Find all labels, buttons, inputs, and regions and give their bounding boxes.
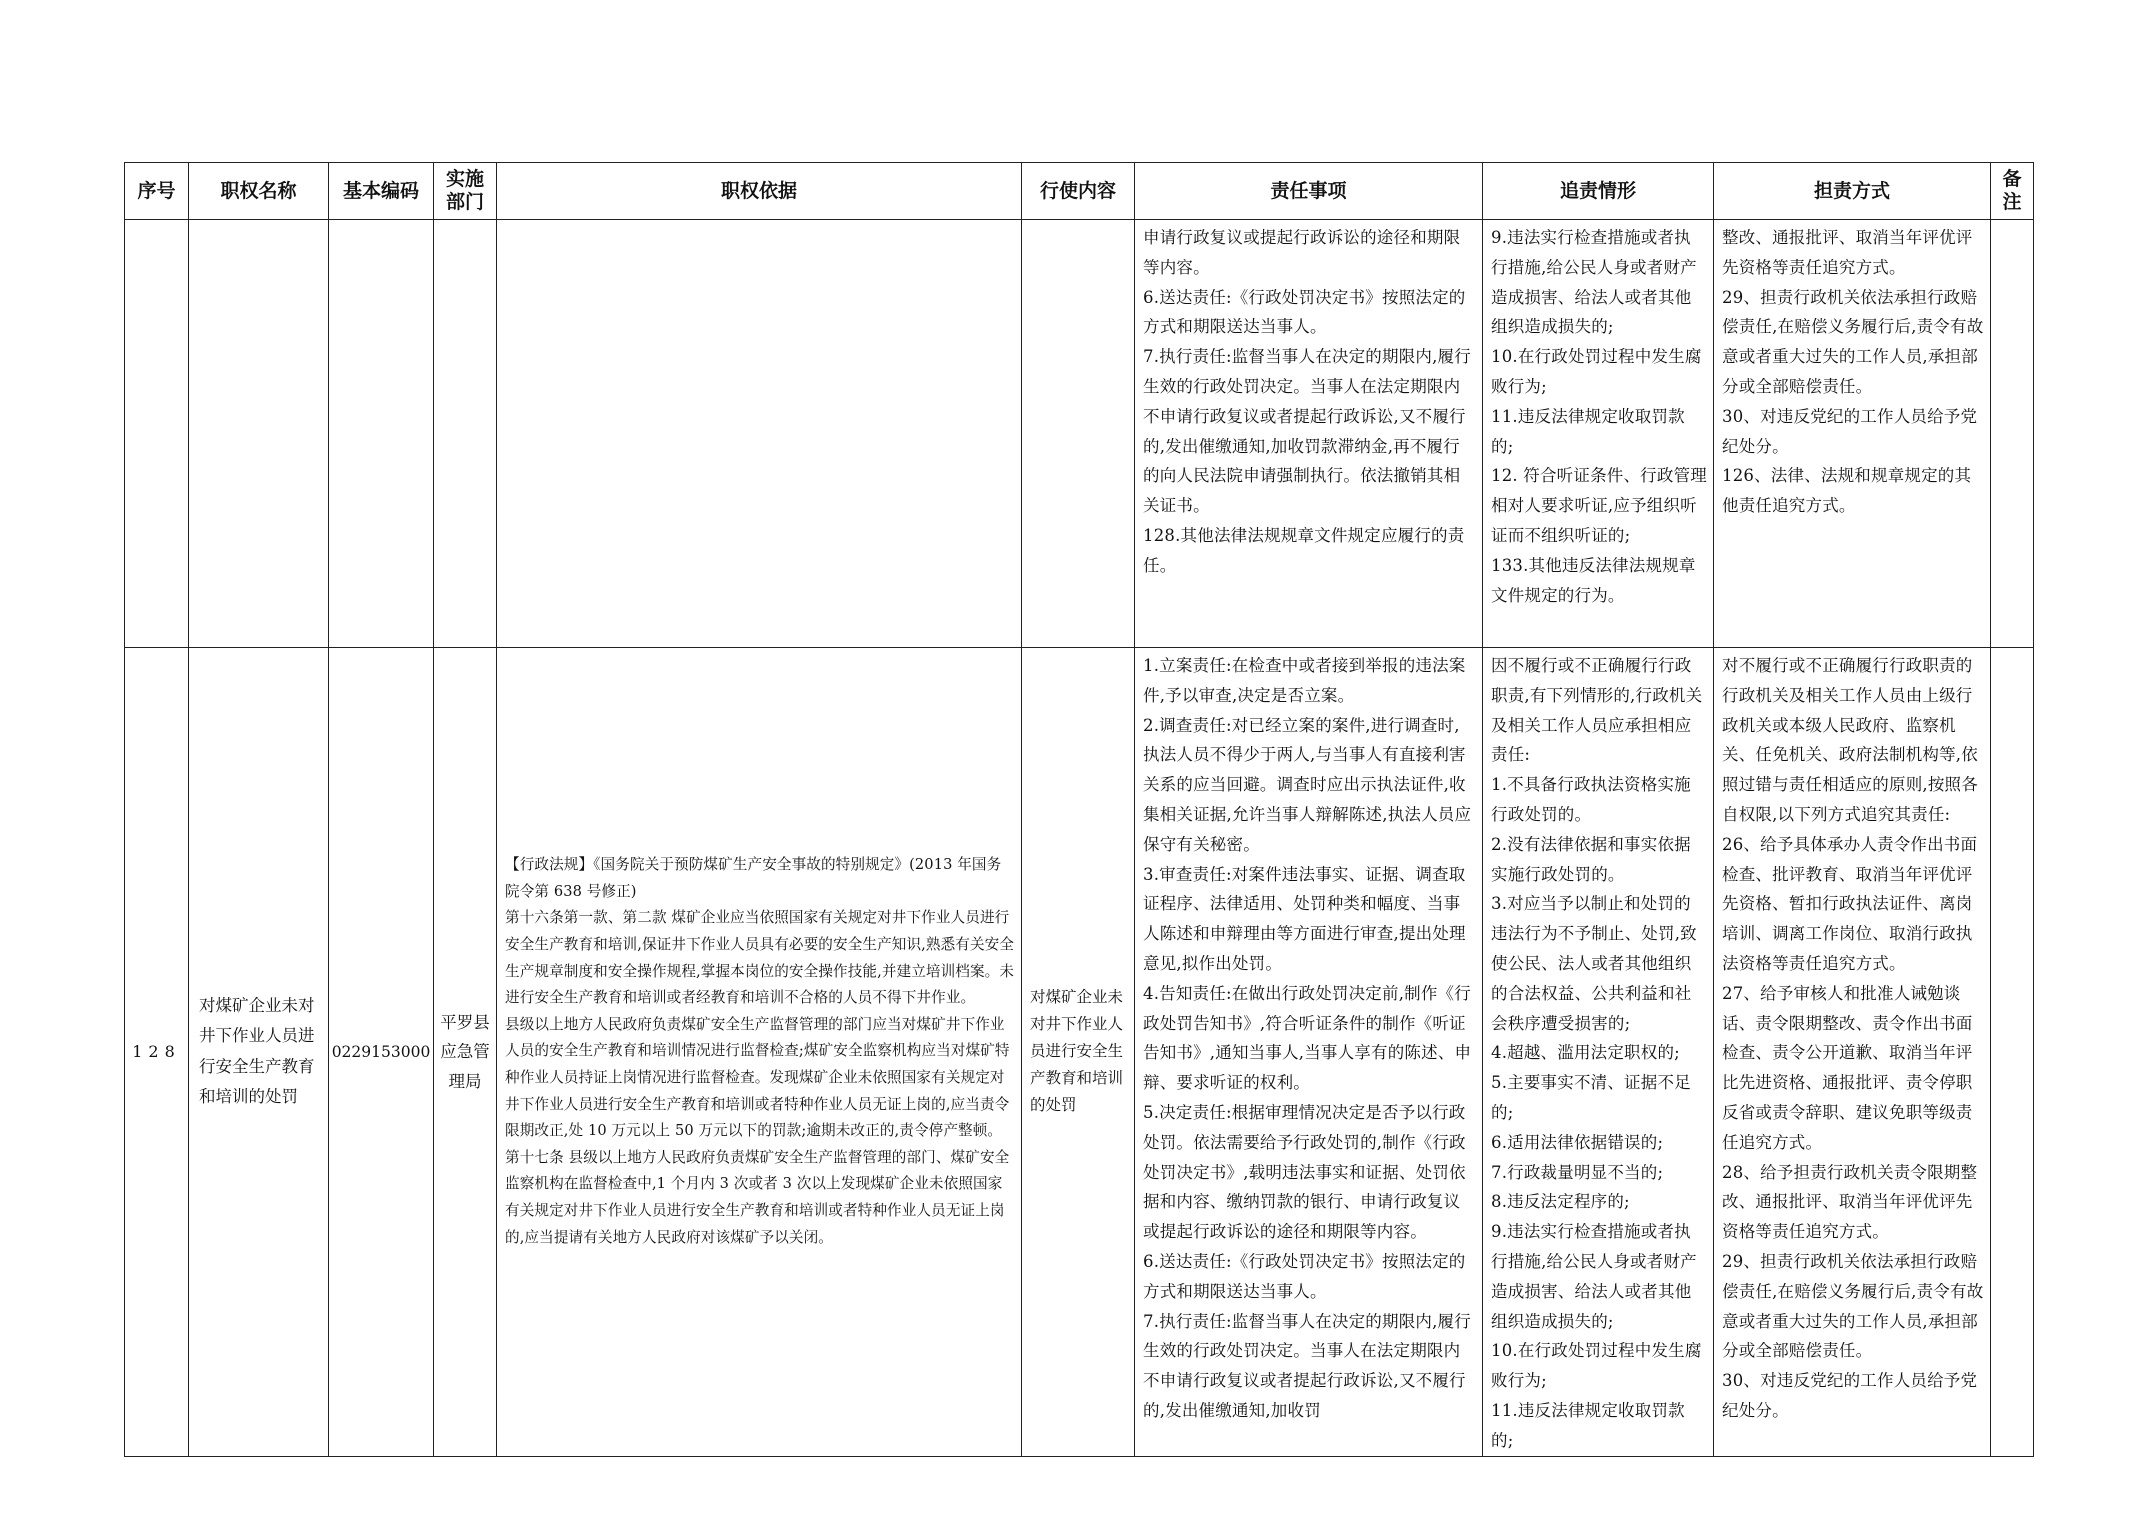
- cell-basis: [497, 648, 1022, 1457]
- accountability-text: 因不履行或不正确履行行政职责,有下列情形的,行政机关及相关工作人员应承担相应责任: 1.不具备行政执法资格实施行政处罚的。 2.没有法律依据和事实依据实施行政处罚的。 3.对应当予以制止和处罚的违法行为不予制止、处罚,致使公民、法人或者其他组织的合法权益、公共利益和社会秩序遭受损害的; 4.超越、滥用法定职权的; 5.主要事实不清、证据不足的; 6.适用法律依据错误的; 7.行政裁量明显不当的; 8.违反法定程序的; 9.违法实行检查措施或者执行措施,给公民人身或者财产造成损害、给法人或者其他组织造成损失的; 10.在行政处罚过程中发生腐败行为; 11.违反法律规定收取罚款的;: [1491, 656, 1703, 1450]
- header-responsibility: 责任事项: [1135, 163, 1483, 220]
- method-text: 对不履行或不正确履行行政职责的行政机关及相关工作人员由上级行政机关或本级人民政府、监察机关、任免机关、政府法制机构等,依照过错与责任相适应的原则,按照各自权限,以下列方式追究其责任: 26、给予具体承办人责令作出书面检查、批评教育、取消当年评优评先资格、暂扣行政执法证件、离岗培训、调离工作岗位、取消行政执法资格等责任追究方式。 27、给予审核人和批准人诫勉谈话、责令限期整改、责令作出书面检查、责令公开道歉、取消当年评比先进资格、通报批评、责令停职反省或责令辞职、建议免职等级责任追究方式。 28、给予担责行政机关责令限期整改、通报批评、取消当年评优评先资格等责任追究方式。 29、担责行政机关依法承担行政赔偿责任,在赔偿义务履行后,责令有故意或者重大过失的工作人员,承担部分或全部赔偿责任。 30、对违反党纪的工作人员给予党纪处分。: [1722, 656, 1984, 1420]
- cell-name: [189, 220, 329, 648]
- cell-responsibility: [1135, 648, 1483, 1457]
- cell-dept: [434, 220, 497, 648]
- basis-text: 【行政法规】《国务院关于预防煤矿生产安全事故的特别规定》(2013 年国务院令第 638 号修正) 第十六条第一款、第二款 煤矿企业应当依照国家有关规定对井下作业人员进行安全生产教育和培训,保证井下作业人员具有必要的安全生产知识,熟悉有关安全生产规章制度和安全操作规程,掌握本岗位的安全操作技能,并建立培训档案。未进行安全生产教育和培训或者经教育和培训不合格的人员不得下井作业。 县级以上地方人民政府负责煤矿安全生产监督管理的部门应当对煤矿井下作业人员的安全生产教育和培训情况进行监督检查;煤矿安全监察机构应当对煤矿特种作业人员持证上岗情况进行监督检查。发现煤矿企业未依照国家有关规定对井下作业人员进行安全生产教育和培训或者特种作业人员无证上岗的,应当责令限期改正,处 10 万元以上 50 万元以下的罚款;逾期未改正的,责令停产整顿。 第十七条 县级以上地方人民政府负责煤矿安全生产监督管理的部门、煤矿安全监察机构在监督检查中,1 个月内 3 次或者 3 次以上发现煤矿企业未依照国家有关规定对井下作业人员进行安全生产教育和培训或者特种作业人员无证上岗的,应当提请有关地方人民政府对该煤矿予以关闭。: [505, 856, 1015, 1246]
- table-row: [125, 220, 2034, 648]
- cell-accountability: [1483, 648, 1714, 1457]
- header-accountability: 追责情形: [1483, 163, 1714, 220]
- cell-content: [1022, 220, 1135, 648]
- dept-text: 平罗县应急管理局: [440, 1012, 490, 1091]
- header-dept: 实施部门: [434, 163, 497, 220]
- responsibility-text: 申请行政复议或提起行政诉讼的途径和期限等内容。 6.送达责任:《行政处罚决定书》按照法定的方式和期限送达当事人。 7.执行责任:监督当事人在决定的期限内,履行生效的行政处罚决定。当事人在法定期限内不申请行政复议或者提起行政诉讼,又不履行的,发出催缴通知,加收罚款滞纳金,再不履行的向人民法院申请强制执行。依法撤销其相关证书。 128.其他法律法规规章文件规定应履行的责任。: [1143, 228, 1471, 575]
- table-header-row: [125, 163, 2034, 220]
- table-row: [125, 648, 2034, 1457]
- accountability-text: 9.违法实行检查措施或者执行措施,给公民人身或者财产造成损害、给法人或者其他组织造成损失的; 10.在行政处罚过程中发生腐败行为; 11.违反法律规定收取罚款的; 12. 符合听证条件、行政管理相对人要求听证,应予组织听证而不组织听证的; 133.其他违反法律法规规章文件规定的行为。: [1491, 228, 1707, 605]
- cell-note: [1991, 220, 2034, 648]
- header-content: 行使内容: [1022, 163, 1135, 220]
- cell-method: [1714, 220, 1991, 648]
- cell-content: [1022, 648, 1135, 1457]
- authority-name-text: 对煤矿企业未对井下作业人员进行安全生产教育和培训的处罚: [199, 995, 315, 1107]
- header-code: 基本编码: [329, 163, 434, 220]
- responsibility-text: 1.立案责任:在检查中或者接到举报的违法案件,予以审查,决定是否立案。 2.调查责任:对已经立案的案件,进行调查时,执法人员不得少于两人,与当事人有直接利害关系的应当回避。调查时应出示执法证件,收集相关证据,允许当事人辩解陈述,执法人员应保守有关秘密。 3.审查责任:对案件违法事实、证据、调查取证程序、法律适用、处罚种类和幅度、当事人陈述和申辩理由等方面进行审查,提出处理意见,拟作出处罚。 4.告知责任:在做出行政处罚决定前,制作《行政处罚告知书》,符合听证条件的制作《听证告知书》,通知当事人,当事人享有的陈述、申辩、要求听证的权利。 5.决定责任:根据审理情况决定是否予以行政处罚。依法需要给予行政处罚的,制作《行政处罚决定书》,载明违法事实和证据、处罚依据和内容、缴纳罚款的银行、申请行政复议或提起行政诉讼的途径和期限等内容。 6.送达责任:《行政处罚决定书》按照法定的方式和期限送达当事人。 7.执行责任:监督当事人在决定的期限内,履行生效的行政处罚决定。当事人在法定期限内不申请行政复议或者提起行政诉讼,又不履行的,发出催缴通知,加收罚: [1143, 656, 1472, 1420]
- cell-dept: [434, 648, 497, 1457]
- content-text: 对煤矿企业未对井下作业人员进行安全生产教育和培训的处罚: [1030, 988, 1124, 1115]
- cell-seq: [125, 220, 189, 648]
- authority-table: [124, 162, 2034, 1457]
- method-text: 整改、通报批评、取消当年评优评先资格等责任追究方式。 29、担责行政机关依法承担行政赔偿责任,在赔偿义务履行后,责令有故意或者重大过失的工作人员,承担部分或全部赔偿责任。 30、对违反党纪的工作人员给予党纪处分。 126、法律、法规和规章规定的其他责任追究方式。: [1722, 228, 1984, 516]
- cell-method: [1714, 648, 1991, 1457]
- cell-responsibility: [1135, 220, 1483, 648]
- cell-note: [1991, 648, 2034, 1457]
- header-name: 职权名称: [189, 163, 329, 220]
- cell-code: 0229153000: [329, 648, 434, 1457]
- header-seq: 序号: [125, 163, 189, 220]
- header-method: 担责方式: [1714, 163, 1991, 220]
- cell-seq: 128: [125, 648, 189, 1457]
- cell-name: [189, 648, 329, 1457]
- cell-code: [329, 220, 434, 648]
- cell-basis: [497, 220, 1022, 648]
- cell-accountability: [1483, 220, 1714, 648]
- header-note: 备注: [1991, 163, 2034, 220]
- header-basis: 职权依据: [497, 163, 1022, 220]
